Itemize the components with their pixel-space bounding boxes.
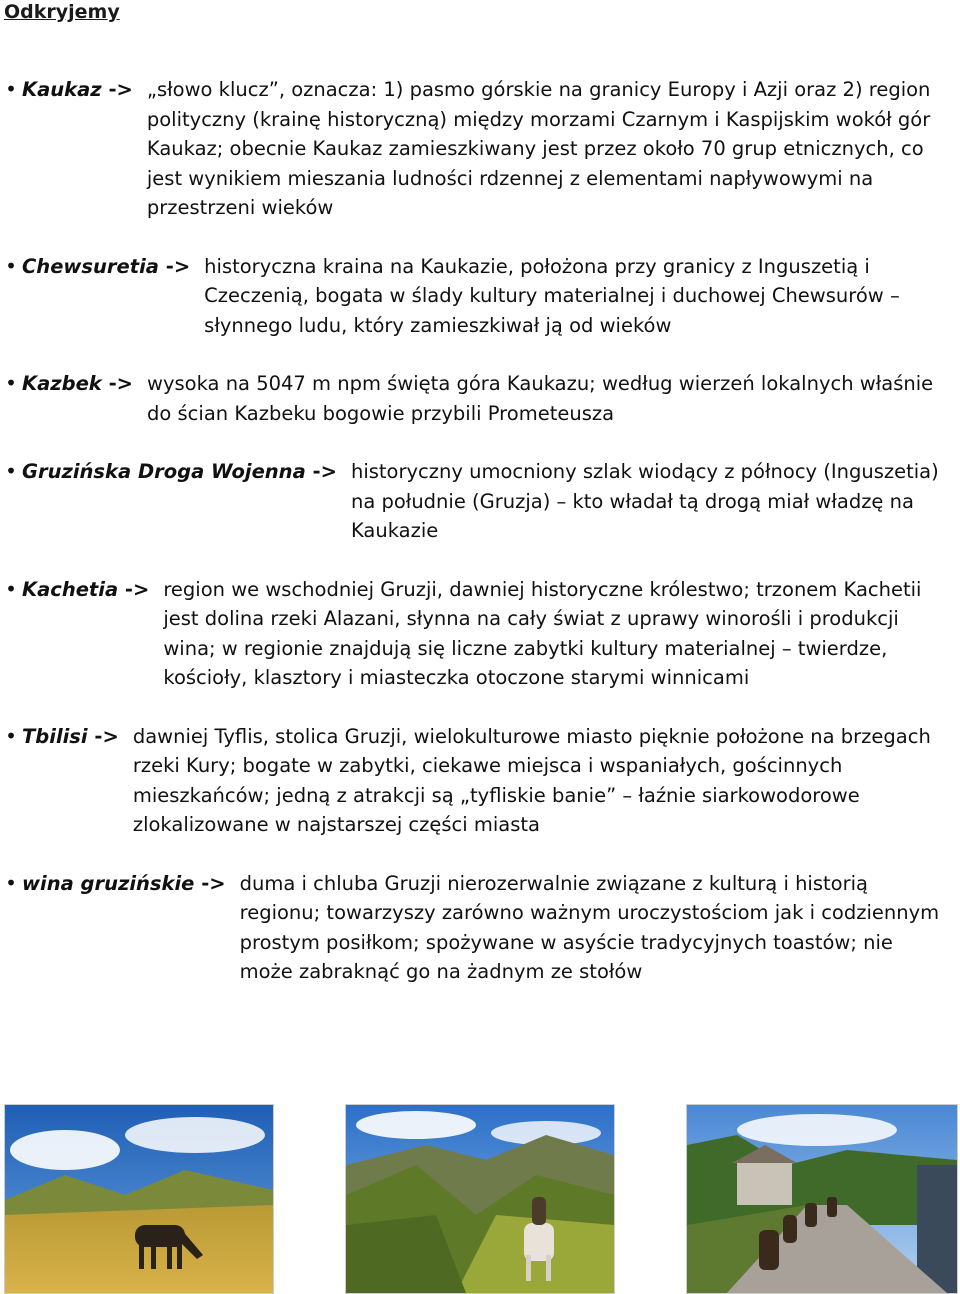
entry-term: [22, 722, 133, 752]
bullet-icon: •: [5, 870, 17, 895]
arrow-symbol: ->: [108, 372, 134, 395]
bullet-icon: •: [5, 723, 17, 748]
glossary-entry: [0, 575, 960, 693]
page-title: Odkryjemy: [4, 1, 120, 23]
term-text: Tbilisi: [22, 724, 88, 748]
entry-term: [22, 369, 147, 399]
arrow-symbol: ->: [201, 871, 226, 895]
term-text: Kaukaz: [22, 78, 102, 101]
bullet-icon: •: [5, 459, 17, 483]
glossary-entry: [0, 369, 960, 428]
glossary-entry: [0, 75, 960, 223]
arrow-symbol: ->: [312, 460, 337, 483]
bullet-icon: •: [5, 371, 17, 395]
entry-definition: wysoka na 5047 m npm święta góra Kaukazu; według wierzeń lokalnych właśnie do ścian Kazbeku bogowie przybili Prometeusza: [147, 372, 934, 425]
glossary-list: [0, 75, 960, 1016]
glossary-entry: [0, 252, 960, 341]
arrow-symbol: ->: [165, 254, 191, 278]
entry-term: [22, 575, 163, 605]
glossary-entry: [0, 722, 960, 840]
village-road-riders-photo: [686, 1104, 958, 1294]
term-text: wina gruzińskie: [22, 871, 195, 895]
mountain-valley-photo: [345, 1104, 615, 1294]
entry-definition: historyczny umocniony szlak wiodący z północy (Inguszetia) na południe (Gruzja) – kto władał tą drogą miał władzę na Kaukazie: [350, 460, 939, 542]
term-text: Kazbek: [22, 372, 102, 395]
bullet-icon: •: [5, 253, 17, 278]
arrow-symbol: ->: [94, 724, 119, 748]
entry-definition: historyczna kraina na Kaukazie, położona przy granicy z Inguszetią i Czeczenią, bogata w ślady kultury materialnej i duchowej Chewsurów – słynnego ludu, który zamieszkiwał ją od wieków: [204, 254, 900, 337]
arrow-symbol: ->: [124, 577, 150, 601]
term-text: Chewsuretia: [22, 254, 159, 278]
glossary-entry: [0, 457, 960, 546]
entry-term: [22, 75, 147, 105]
entry-definition: region we wschodniej Gruzji, dawniej historyczne królestwo; trzonem Kachetii jest dolina rzeki Alazani, słynna na cały świat z uprawy winorośli i produkcji wina; w regionie znajdują się liczne zabytki kultury materialnej – twierdze, kościoły, klasztory i miasteczka otoczone starymi winnicami: [163, 577, 922, 689]
bullet-icon: •: [5, 576, 17, 601]
term-text: Kachetia: [22, 577, 119, 601]
glossary-entry: [0, 869, 960, 987]
entry-definition: „słowo klucz”, oznacza: 1) pasmo górskie na granicy Europy i Azji oraz 2) region polityczny (krainę historyczną) między morzami Czarnym i Kaspijskim wokół gór Kaukaz; obecnie Kaukaz zamieszkiwany jest przez około 70 grup etnicznych, co jest wynikiem mieszania ludności rdzennej z elementami napływowymi na przestrzeni wieków: [146, 78, 931, 219]
bullet-icon: •: [5, 77, 17, 101]
entry-term: [22, 457, 351, 487]
entry-definition: dawniej Tyflis, stolica Gruzji, wielokulturowe miasto pięknie położone na brzegach rzeki Kury; bogate w zabytki, ciekawe miejsca i wspaniałych, gościnnych mieszkańców; jedną z atrakcji są „tyfliskie banie” – łaźnie siarkowodorowe zlokalizowane w najstarszej części miasta: [132, 724, 931, 836]
meadow-horse-photo: [4, 1104, 274, 1294]
entry-term: [22, 252, 204, 282]
photo-strip: [0, 1104, 960, 1294]
entry-definition: duma i chluba Gruzji nierozerwalnie związane z kulturą i historią regionu; towarzyszy zarówno ważnym uroczystościom jak i codziennym prostym posiłkom; spożywane w asyście tradycyjnych toastów; nie może zabraknąć go na żadnym ze stołów: [239, 871, 940, 983]
term-text: Gruzińska Droga Wojenna: [22, 460, 306, 483]
entry-term: [22, 869, 240, 899]
arrow-symbol: ->: [108, 78, 133, 101]
